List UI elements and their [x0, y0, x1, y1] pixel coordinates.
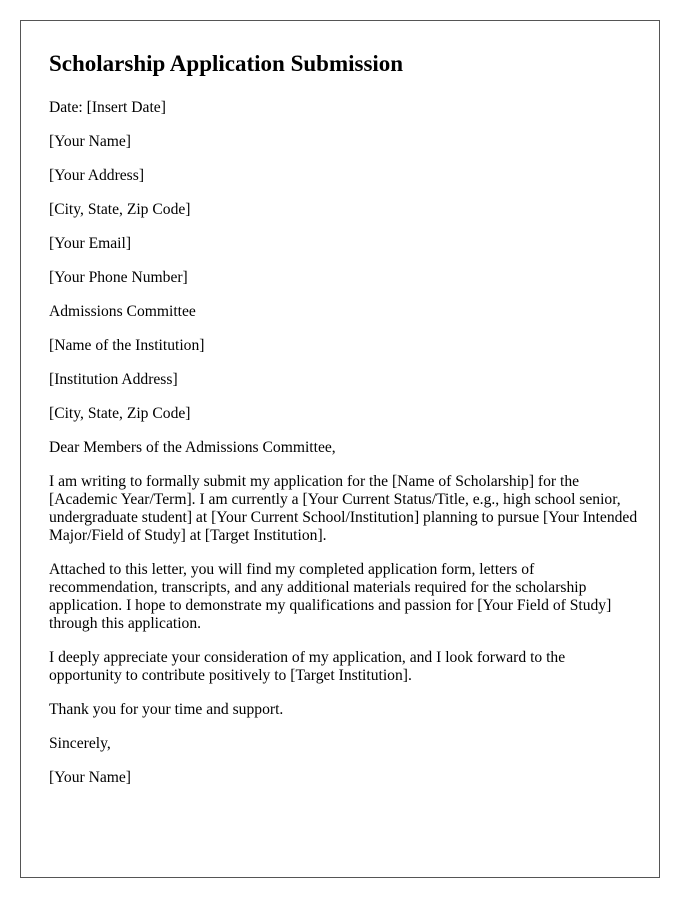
- body-paragraph: Thank you for your time and support.: [49, 701, 284, 718]
- sender-phone: [Your Phone Number]: [49, 269, 188, 286]
- sender-city-state-zip: [City, State, Zip Code]: [49, 201, 191, 218]
- letter-page: [20, 20, 660, 878]
- sender-name: [Your Name]: [49, 133, 132, 150]
- sender-address: [Your Address]: [49, 167, 145, 184]
- recipient-committee: Admissions Committee: [49, 303, 196, 320]
- closing: Sincerely,: [49, 735, 111, 752]
- recipient-city-state-zip: [City, State, Zip Code]: [49, 405, 191, 422]
- signature: [Your Name]: [49, 769, 132, 786]
- body-paragraph: Attached to this letter, you will find my completed application form, letters of recommendation, transcripts, and any additional materials required for the scholarship application. I hope to demonstrate my qualifications and passion for [Your Field of Study] through this application.: [49, 561, 612, 632]
- letter-content: [49, 49, 639, 803]
- body-paragraph: I am writing to formally submit my application for the [Name of Scholarship] for the [Academic Year/Term]. I am currently a [Your Current Status/Title, e.g., high school senior, undergraduate student] at [Your Current School/Institution] planning to pursue [Your Intended Major/Field of Study] at [Target Institution].: [49, 473, 638, 544]
- salutation: Dear Members of the Admissions Committee,: [49, 439, 336, 456]
- sender-email: [Your Email]: [49, 235, 132, 252]
- letter-title: Scholarship Application Submission: [49, 51, 404, 76]
- recipient-institution: [Name of the Institution]: [49, 337, 205, 354]
- date-line: Date: [Insert Date]: [49, 99, 166, 116]
- recipient-address: [Institution Address]: [49, 371, 178, 388]
- body-paragraph: I deeply appreciate your consideration of my application, and I look forward to the opportunity to contribute positively to [Target Institution].: [49, 649, 566, 684]
